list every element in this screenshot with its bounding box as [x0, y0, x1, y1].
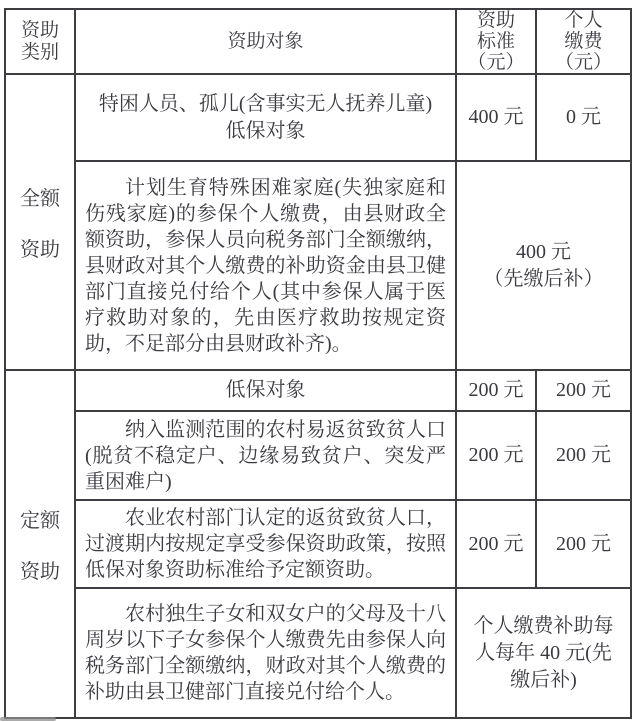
- full-subsidy-row1-standard: 400 元: [456, 74, 536, 161]
- full-subsidy-row1-target: [75, 74, 456, 161]
- scan-smudge-artifact: [0, 717, 56, 721]
- header-standard-line2: 标准: [476, 31, 515, 52]
- fixed-subsidy-row2: [5, 411, 631, 500]
- fixed-subsidy-row2-target: 纳入监测范围的农村易返贫致贫人口(脱贫不稳定户、边缘易致贫户、突发严重困难户): [75, 411, 456, 500]
- header-standard: [456, 9, 536, 74]
- fixed-subsidy-row3-standard: 200 元: [456, 500, 536, 588]
- header-target: [75, 9, 456, 74]
- full-subsidy-row2-merged-line1: 400 元: [516, 240, 571, 263]
- header-personal-line3: （元）: [554, 52, 612, 73]
- fixed-subsidy-label-line1: 定额: [20, 510, 60, 532]
- full-subsidy-row2-merged-value: [456, 161, 631, 370]
- header-category-line1: 资助: [20, 19, 59, 41]
- full-subsidy-row1-personal: 0 元: [536, 74, 631, 161]
- fixed-subsidy-row2-standard: 200 元: [456, 411, 536, 500]
- fixed-subsidy-row3-personal: 200 元: [536, 500, 631, 588]
- header-standard-line3: （元）: [467, 52, 525, 73]
- full-subsidy-label-line1: 全额: [20, 188, 60, 210]
- fixed-subsidy-row3: [5, 500, 631, 588]
- fixed-subsidy-label-line2: 资助: [20, 561, 60, 583]
- fixed-subsidy-label: [5, 370, 75, 718]
- fixed-subsidy-row3-target: 农业农村部门认定的返贫致贫人口，过渡期内按规定享受参保资助政策，按照低保对象资助标准给予定额资助。: [75, 500, 456, 588]
- fixed-subsidy-row4-merged-value: 个人缴费补助每人每年 40 元(先缴后补): [456, 588, 631, 718]
- fixed-subsidy-row1-personal: 200 元: [536, 370, 631, 411]
- header-row: [5, 9, 631, 74]
- fixed-subsidy-row1-target: 低保对象: [75, 370, 456, 411]
- subsidy-table: [4, 8, 632, 719]
- fixed-subsidy-row4-target: 农村独生子女和双女户的父母及十八周岁以下子女参保个人缴费先由参保人向税务部门全额缴纳，财政对其个人缴费的补助由县卫健部门直接兑付给个人。: [75, 588, 456, 718]
- header-category-line2: 类别: [20, 41, 59, 63]
- header-target-label: 资助对象: [227, 30, 304, 52]
- full-subsidy-row2: [5, 161, 631, 370]
- fixed-subsidy-row1-standard: 200 元: [456, 370, 536, 411]
- full-subsidy-row1-target-line2: 低保对象: [225, 119, 306, 142]
- header-standard-line1: 资助: [476, 10, 515, 31]
- full-subsidy-label-line2: 资助: [20, 239, 60, 261]
- header-category: [5, 9, 75, 74]
- header-personal-line2: 缴费: [564, 31, 603, 52]
- fixed-subsidy-row1: [5, 370, 631, 411]
- header-personal-line1: 个人: [564, 10, 603, 31]
- fixed-subsidy-row2-personal: 200 元: [536, 411, 631, 500]
- full-subsidy-row2-target: 计划生育特殊困难家庭(失独家庭和伤残家庭)的参保个人缴费，由县财政全额资助，参保人员向税务部门全额缴纳，县财政对其个人缴费的补助资金由县卫健部门直接兑付给个人(其中参保人属于医疗救助对象的，先由医疗救助按规定资助，不足部分由县财政补齐)。: [75, 161, 456, 370]
- full-subsidy-row2-merged-line2: （先缴后补）: [483, 267, 604, 290]
- header-personal: [536, 9, 631, 74]
- full-subsidy-label: [5, 74, 75, 370]
- full-subsidy-row1: [5, 74, 631, 161]
- full-subsidy-row1-target-line1: 特困人员、孤儿(含事实无人抚养儿童): [98, 92, 433, 115]
- fixed-subsidy-row4: [5, 588, 631, 718]
